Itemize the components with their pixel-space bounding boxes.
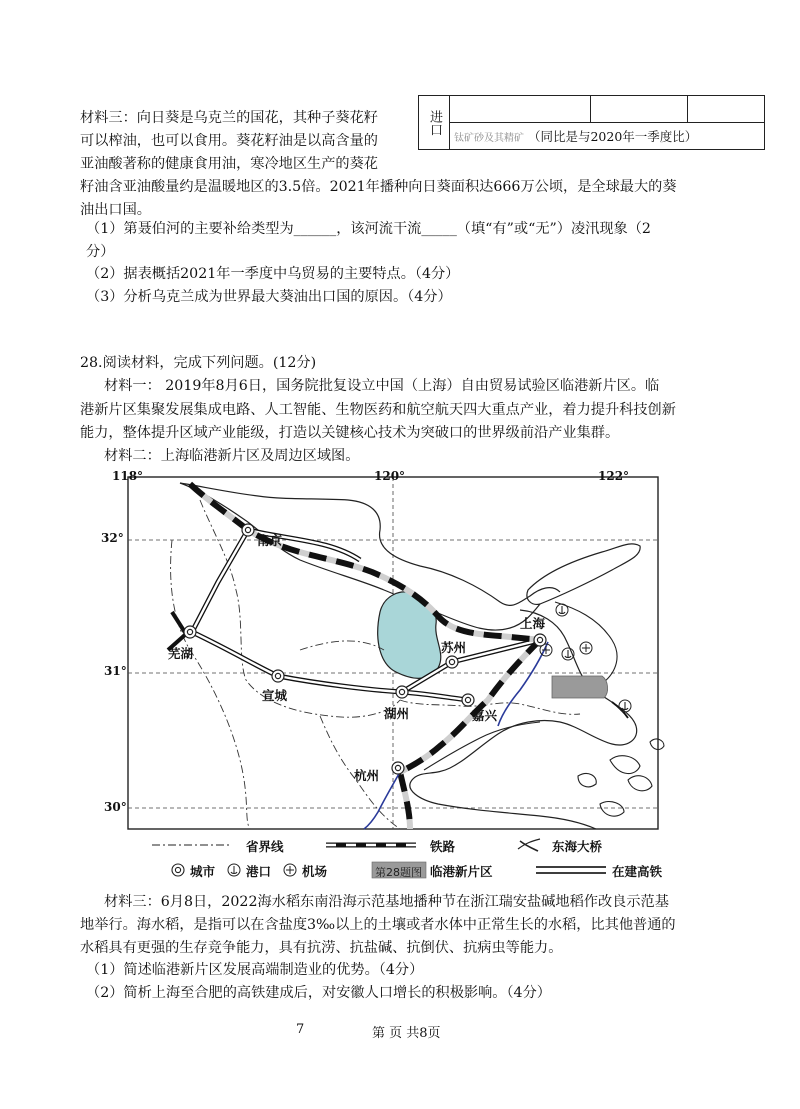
question-1: （1）第聂伯河的主要补给类型为______，该河流干流_____（填“有”或“无”）凌汛现象（2	[86, 221, 651, 237]
q28-material2: 材料二：上海临港新片区及周边区域图。	[104, 448, 360, 464]
lon-122: 122°	[598, 469, 630, 483]
q28-material3-line-2: 地举行。海水稻，是指可以在含盐度3‰以上的土壤或者水体中正常生长的水稻，比其他普通的	[80, 917, 676, 933]
legend-lingang: 临港新片区	[430, 864, 493, 879]
city-shanghai: 上海	[520, 616, 546, 631]
city-huzhou: 湖州	[384, 706, 410, 721]
city-jiaxing: 嘉兴	[472, 708, 498, 723]
legend-city: 城市	[190, 864, 216, 879]
material3-line-2: 可以榨油，也可以食用。葵花籽油是以高含量的	[80, 133, 378, 149]
q28-title: 28.阅读材料，完成下列问题。(12分)	[80, 355, 317, 371]
page-total: 第 页 共8页	[372, 1026, 441, 1041]
page-number: 7	[296, 1022, 305, 1037]
legend-hsr: 在建高铁	[612, 864, 663, 879]
q28-material1-line-3: 能力，整体提升区域产业能级，打造以关键核心技术为突破口的世界级前沿产业集群。	[80, 425, 620, 441]
legend-donghai-bridge: 东海大桥	[552, 839, 603, 854]
legend-railway: 铁路	[430, 839, 456, 854]
lon-120: 120°	[374, 469, 406, 483]
q28-question-2: （2）简析上海至合肥的高铁建成后，对安徽人口增长的积极影响。（4分）	[86, 985, 551, 1001]
legend-provincial-boundary: 省界线	[246, 839, 284, 854]
q28-material3-line-3: 水稻具有更强的生存竞争能力，具有抗涝、抗盐碱、抗倒伏、抗病虫等能力。	[80, 940, 563, 956]
table-note: （同比是与2020年一季度比）	[527, 129, 698, 144]
lat-31: 31°	[104, 664, 127, 678]
material3-line-1: 材料三：向日葵是乌克兰的国花，其种子葵花籽	[80, 110, 378, 126]
legend-port: 港口	[246, 864, 272, 879]
city-wuhu: 芜湖	[168, 646, 194, 661]
legend-airport: 机场	[302, 864, 328, 879]
city-suzhou: 苏州	[441, 640, 467, 655]
city-xuancheng: 宣城	[262, 688, 288, 703]
question-3: （3）分析乌克兰成为世界最大葵油出口国的原因。（4分）	[86, 289, 452, 305]
material3-line-3: 亚油酸著称的健康食用油，寒冷地区生产的葵花	[80, 156, 378, 172]
q28-material3-line-1: 材料三：6月8日，2022海水稻东南沿海示范基地播种节在浙江瑞安盐碱地稻作改良示范基	[104, 894, 669, 910]
figure-caption: 第28题图	[375, 866, 422, 879]
question-2: （2）据表概括2021年一季度中乌贸易的主要特点。（4分）	[86, 266, 460, 282]
q28-question-1: （1）简述临港新片区发展高端制造业的优势。（4分）	[86, 962, 424, 978]
q28-material1-line-1: 材料一： 2019年8月6日，国务院批复设立中国（上海）自由贸易试验区临港新片区。临	[104, 378, 660, 394]
table-row-label: 进口	[419, 96, 450, 150]
question-1-cont: 分）	[86, 244, 115, 260]
city-nanjing: 南京	[257, 533, 283, 548]
q28-material1-line-2: 港新片区集聚发展集成电路、人工智能、生物医药和航空航天四大重点产业，着力提升科技创新	[80, 402, 676, 418]
material3-line-5: 油出口国。	[80, 202, 151, 218]
lat-30: 30°	[104, 800, 127, 814]
city-hangzhou: 杭州	[354, 768, 380, 783]
table-faded-text: 钛矿砂及其精矿	[454, 133, 524, 144]
lon-118: 118°	[112, 469, 144, 483]
material3-line-4: 籽油含亚油酸量约是温暖地区的3.5倍。2021年播种向日葵面积达666万公顷，是全球最大的葵	[80, 179, 677, 195]
lat-32: 32°	[101, 531, 124, 545]
